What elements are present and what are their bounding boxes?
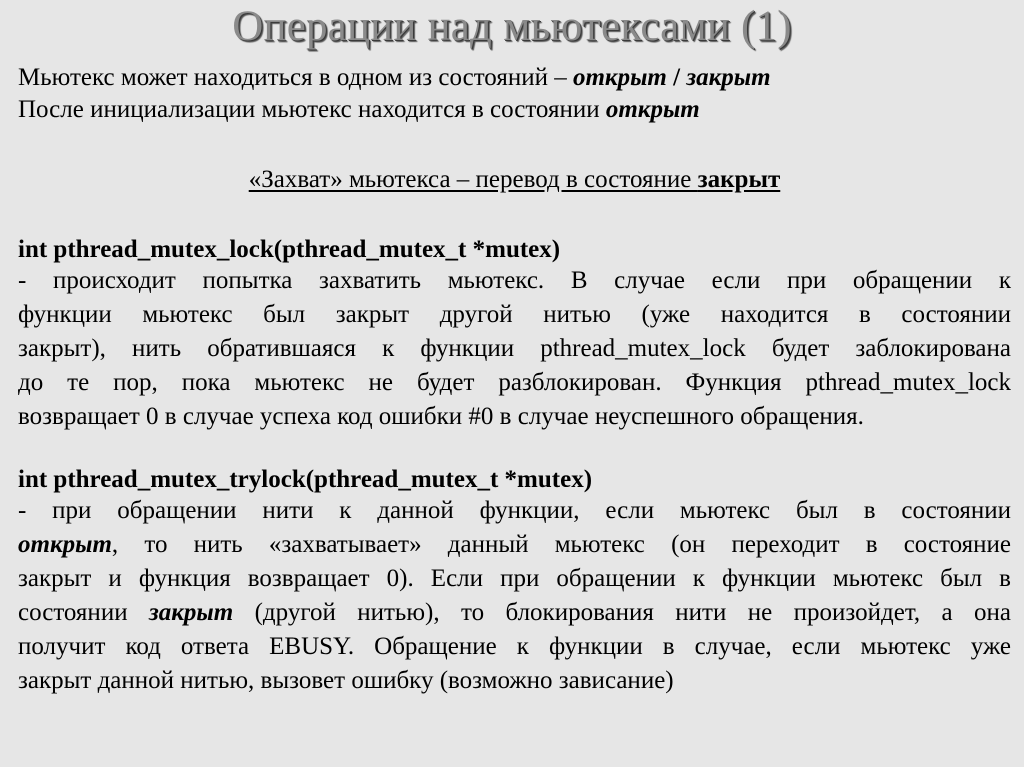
trylock-line: закрыт данной нитью, вызовет ошибку (возможно зависание) <box>18 667 674 694</box>
lock-line: до те пор, пока мьютекс не будет разблокирован. Функция pthread_mutex_lock <box>18 369 1011 396</box>
trylock-line: получит код ответа EBUSY. Обращение к функции в случае, если мьютекс уже <box>18 633 1011 660</box>
trylock-open-state: открыт <box>18 531 112 558</box>
initial-state-label: открыт <box>605 96 700 123</box>
trylock-line: закрыт и функция возвращает 0). Если при обращении к функции мьютекс был в <box>18 565 1011 592</box>
intro-line-1 <box>18 62 1011 94</box>
state-open-label: открыт <box>572 64 667 91</box>
trylock-closed-state: закрыт <box>148 599 234 626</box>
capture-text: «Захват» мьютекса – перевод в состояние <box>248 166 698 193</box>
lock-line: закрыт), нить обратившаяся к функции pthread_mutex_lock будет заблокирована <box>18 335 1011 362</box>
trylock-line: состоянии закрыт (другой нитью), то блокирования нити не произойдет, а она <box>18 599 1011 626</box>
trylock-line: открыт, то нить «захватывает» данный мьютекс (он переходит в состояние <box>18 531 1011 558</box>
capture-state: закрыт <box>697 166 781 193</box>
lock-line: функции мьютекс был закрыт другой нитью (уже находится в состоянии <box>18 301 1011 328</box>
lock-description <box>18 264 1011 434</box>
trylock-description <box>18 494 1011 698</box>
lock-line: - происходит попытка захватить мьютекс. В случае если при обращении к <box>18 267 1011 294</box>
capture-definition <box>18 164 1011 196</box>
trylock-line: - при обращении нити к данной функции, если мьютекс был в состоянии <box>18 497 1011 524</box>
slide-body <box>18 62 1011 698</box>
intro-line-2-text: После инициализации мьютекс находится в состоянии <box>18 96 606 123</box>
state-separator: / <box>666 64 687 91</box>
state-closed-label: закрыт <box>686 64 771 91</box>
slide-title: Операции над мьютексами (1) <box>232 3 792 50</box>
lock-line: возвращает 0 в случае успеха код ошибки #0 в случае неуспешного обращения. <box>18 403 864 430</box>
intro-line-2 <box>18 94 1011 126</box>
trylock-signature: int pthread_mutex_trylock(pthread_mutex_t *mutex) <box>18 466 593 493</box>
lock-signature: int pthread_mutex_lock(pthread_mutex_t *mutex) <box>18 236 561 263</box>
intro-line-1-text: Мьютекс может находиться в одном из состояний – <box>18 64 573 91</box>
